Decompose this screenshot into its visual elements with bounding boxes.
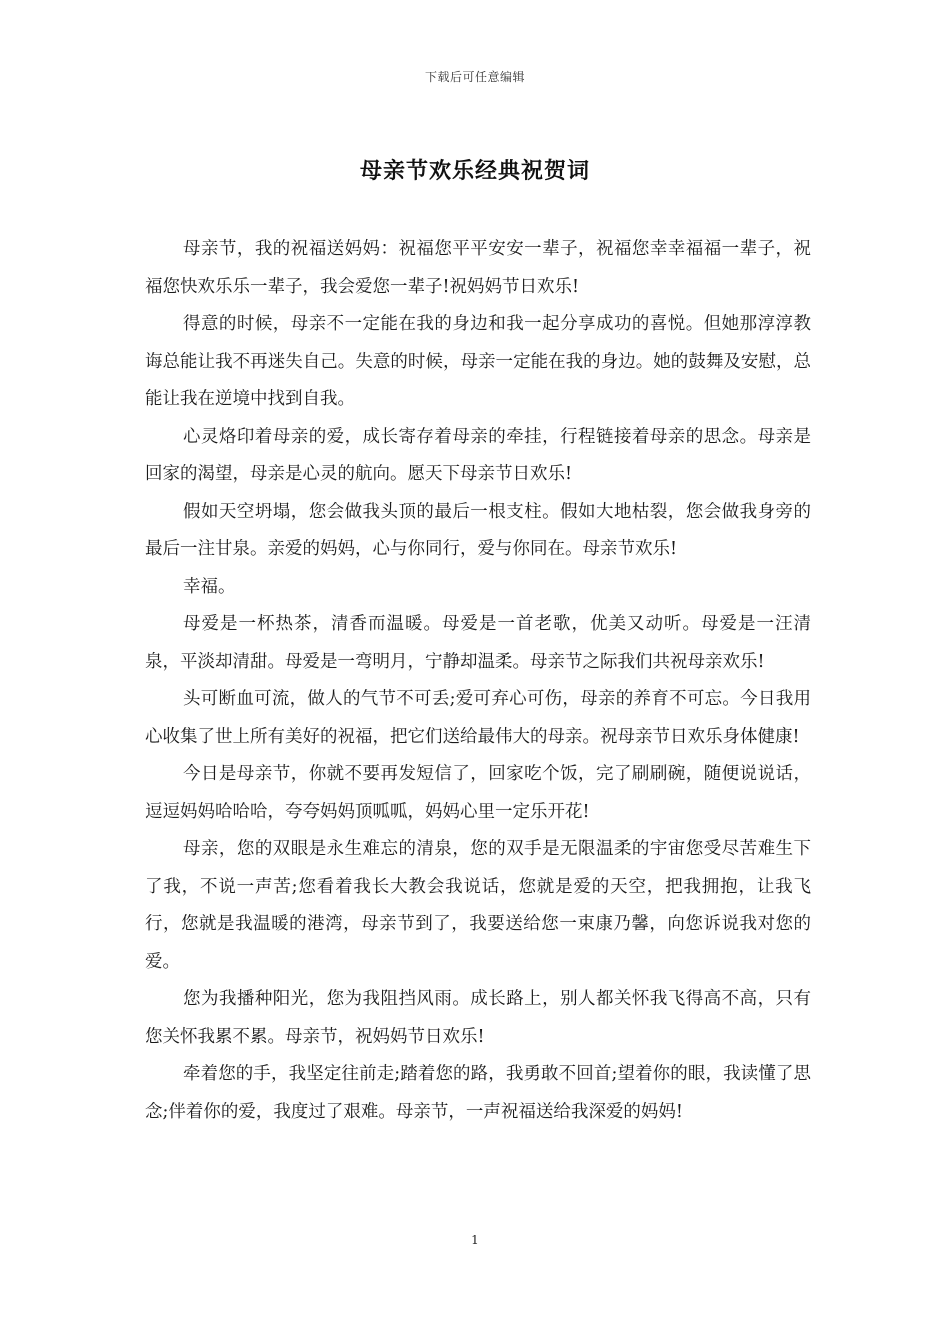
page-number: 1: [471, 1233, 479, 1247]
paragraph: 头可断血可流，做人的气节不可丢;爱可弃心可伤，母亲的养育不可忘。今日我用心收集了世上所有美好的祝福，把它们送给最伟大的母亲。祝母亲节日欢乐身体健康!: [145, 689, 811, 747]
paragraph: 幸福。: [183, 576, 236, 597]
paragraph: 今日是母亲节，你就不要再发短信了，回家吃个饭，完了刷刷碗，随便说说话，逗逗妈妈哈哈哈，夸夸妈妈顶呱呱，妈妈心里一定乐开花!: [145, 764, 811, 822]
document-title: 母亲节欢乐经典祝贺词: [359, 158, 590, 184]
paragraph: 心灵烙印着母亲的爱，成长寄存着母亲的牵挂，行程链接着母亲的思念。母亲是回家的渴望，母亲是心灵的航向。愿天下母亲节日欢乐!: [145, 426, 811, 484]
paragraph: 母亲节，我的祝福送妈妈：祝福您平平安安一辈子，祝福您幸幸福福一辈子，祝福您快欢乐乐一辈子，我会爱您一辈子!祝妈妈节日欢乐!: [145, 239, 811, 297]
paragraph: 假如天空坍塌，您会做我头顶的最后一根支柱。假如大地枯裂，您会做我身旁的最后一注甘泉。亲爱的妈妈，心与你同行，爱与你同在。母亲节欢乐!: [145, 501, 811, 559]
paragraph: 牵着您的手，我坚定往前走;踏着您的路，我勇敢不回首;望着你的眼，我读懂了思念;伴着你的爱，我度过了艰难。母亲节，一声祝福送给我深爱的妈妈!: [145, 1064, 811, 1122]
paragraph: 得意的时候，母亲不一定能在我的身边和我一起分享成功的喜悦。但她那淳淳教诲总能让我不再迷失自己。失意的时候，母亲一定能在我的身边。她的鼓舞及安慰，总能让我在逆境中找到自我。: [145, 314, 811, 409]
paragraph: 您为我播种阳光，您为我阻挡风雨。成长路上，别人都关怀我飞得高不高，只有您关怀我累不累。母亲节，祝妈妈节日欢乐!: [145, 989, 811, 1047]
paragraph: 母爱是一杯热茶，清香而温暖。母爱是一首老歌，优美又动听。母爱是一汪清泉，平淡却清甜。母爱是一弯明月，宁静却温柔。母亲节之际我们共祝母亲欢乐!: [145, 614, 811, 672]
document-body: [145, 231, 811, 1131]
page-header: 下载后可任意编辑: [424, 70, 525, 84]
paragraph: 母亲，您的双眼是永生难忘的清泉，您的双手是无限温柔的宇宙您受尽苦难生下了我，不说一声苦;您看着我长大教会我说话，您就是爱的天空，把我拥抱，让我飞行，您就是我温暖的港湾，母亲节到了，我要送给您一束康乃馨，向您诉说我对您的爱。: [145, 839, 811, 972]
